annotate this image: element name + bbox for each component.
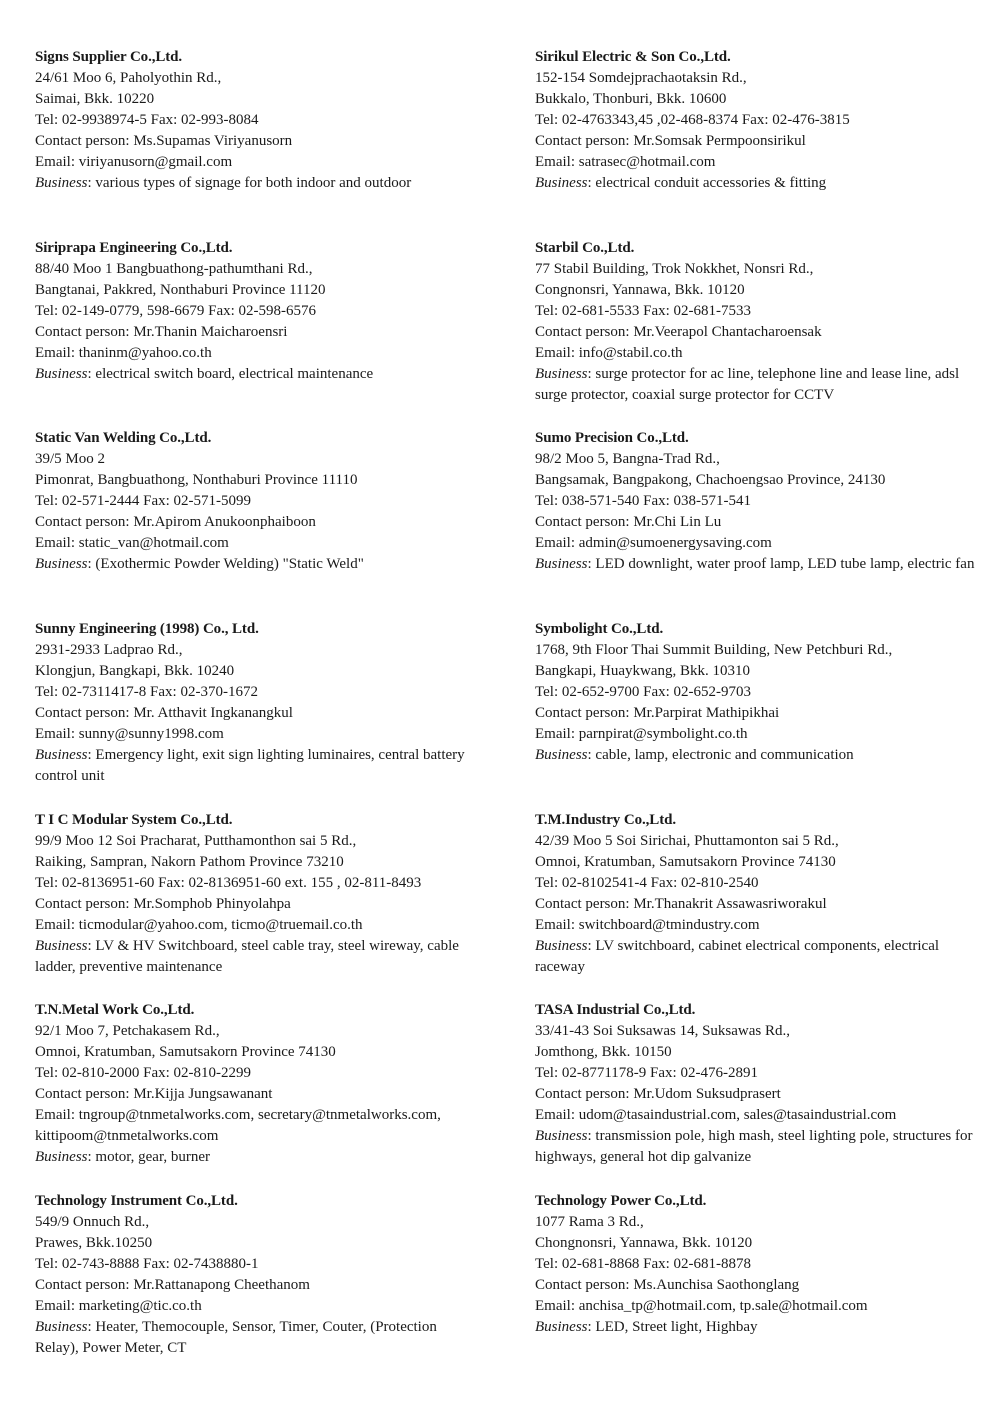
- contact-line: [535, 512, 975, 533]
- business-line: [35, 745, 480, 787]
- tel-label: Tel:: [35, 1065, 62, 1081]
- business-line: [535, 554, 975, 575]
- address-line-2: Congnonsri, Yannawa, Bkk. 10120: [535, 282, 745, 298]
- contact-label: Contact person:: [535, 1086, 634, 1102]
- company-entry: [35, 428, 480, 575]
- fax-label: Fax:: [639, 1256, 674, 1272]
- company-entry: [35, 619, 480, 787]
- tel-label: Tel:: [535, 875, 562, 891]
- address-line-1: 152-154 Somdejprachaotaksin Rd.,: [535, 70, 747, 86]
- company-name: Static Van Welding Co.,Ltd.: [35, 430, 212, 446]
- business-value: electrical switch board, electrical maintenance: [95, 366, 374, 382]
- contact-label: Contact person:: [35, 514, 134, 530]
- business-label: Business: [35, 366, 88, 382]
- contact-line: [35, 703, 480, 724]
- business-label: Business: [535, 938, 588, 954]
- phone-line: [35, 1254, 480, 1275]
- business-line: [35, 1147, 480, 1168]
- company-name: Signs Supplier Co.,Ltd.: [35, 49, 183, 65]
- company-entry: [535, 1191, 975, 1338]
- address-line-2: Raiking, Sampran, Nakorn Pathom Province 73210: [35, 854, 344, 870]
- company-name: Siriprapa Engineering Co.,Ltd.: [35, 240, 233, 256]
- email-line: [535, 915, 975, 936]
- email-value[interactable]: viriyanusorn@gmail.com: [78, 154, 233, 170]
- phone-line: [35, 491, 480, 512]
- phone-line: [535, 491, 975, 512]
- business-label: Business: [35, 1319, 88, 1335]
- business-value: surge protector for ac line, telephone line and lease line, adsl surge protector, coaxial surge protector for CCTV: [535, 366, 960, 403]
- fax-value: 02-598-6576: [238, 303, 317, 319]
- address-line-1: 77 Stabil Building, Trok Nokkhet, Nonsri Rd.,: [535, 261, 814, 277]
- tel-value: 02-9938974-5: [61, 112, 147, 128]
- business-separator: :: [87, 938, 96, 954]
- email-line: [35, 724, 480, 745]
- company-entry: [535, 47, 975, 194]
- email-label: Email:: [535, 917, 579, 933]
- phone-line: [535, 301, 975, 322]
- email-label: Email:: [535, 345, 579, 361]
- contact-label: Contact person:: [535, 896, 634, 912]
- tel-value: 02-7311417-8: [61, 684, 147, 700]
- tel-value: 02-810-2000: [61, 1065, 140, 1081]
- tel-value: 02-4763343,45 ,02-468-8374: [561, 112, 739, 128]
- business-label: Business: [535, 556, 588, 572]
- business-value: (Exothermic Powder Welding) "Static Weld": [95, 556, 364, 572]
- business-value: various types of signage for both indoor and outdoor: [95, 175, 412, 191]
- company-entry: [535, 1000, 975, 1168]
- business-label: Business: [535, 175, 588, 191]
- email-line: [535, 724, 975, 745]
- fax-value: 02-476-3815: [772, 112, 850, 128]
- business-value: LV switchboard, cabinet electrical components, electrical raceway: [535, 938, 940, 975]
- contact-line: [535, 1084, 975, 1105]
- email-value[interactable]: info@stabil.co.th: [578, 345, 683, 361]
- contact-label: Contact person:: [535, 705, 634, 721]
- business-value: LED, Street light, Highbay: [595, 1319, 758, 1335]
- business-line: [35, 1317, 480, 1359]
- tel-label: Tel:: [35, 303, 62, 319]
- address-line-2: Chongnonsri, Yannawa, Bkk. 10120: [535, 1235, 753, 1251]
- email-value[interactable]: marketing@tic.co.th: [78, 1298, 202, 1314]
- fax-value: 02-476-2891: [680, 1065, 758, 1081]
- company-name: T I C Modular System Co.,Ltd.: [35, 812, 233, 828]
- business-separator: :: [587, 1319, 596, 1335]
- fax-value: 02-810-2540: [681, 875, 759, 891]
- email-value[interactable]: admin@sumoenergysaving.com: [578, 535, 772, 551]
- tel-value: 02-8771178-9: [561, 1065, 647, 1081]
- fax-value: 038-571-541: [673, 493, 752, 509]
- business-label: Business: [35, 175, 88, 191]
- contact-line: [35, 1084, 480, 1105]
- fax-value: 02-571-5099: [173, 493, 252, 509]
- phone-line: [35, 301, 480, 322]
- tel-value: 02-681-8868: [561, 1256, 640, 1272]
- email-value[interactable]: tngroup@tnmetalworks.com, secretary@tnmetalworks.com, kittipoom@tnmetalworks.com: [35, 1107, 441, 1144]
- fax-label: Fax:: [639, 493, 674, 509]
- tel-label: Tel:: [35, 493, 62, 509]
- company-entry: [35, 1000, 480, 1168]
- tel-label: Tel:: [535, 112, 562, 128]
- phone-line: [535, 1063, 975, 1084]
- company-name: TASA Industrial Co.,Ltd.: [535, 1002, 696, 1018]
- contact-label: Contact person:: [35, 1277, 134, 1293]
- business-line: [535, 936, 975, 978]
- email-line: [35, 915, 480, 936]
- fax-value: 02-681-7533: [673, 303, 752, 319]
- business-line: [535, 1126, 975, 1168]
- business-separator: :: [587, 938, 596, 954]
- address-line-1: 98/2 Moo 5, Bangna-Trad Rd.,: [535, 451, 720, 467]
- company-name: Sumo Precision Co.,Ltd.: [535, 430, 689, 446]
- contact-value: Mr.Chi Lin Lu: [633, 514, 722, 530]
- company-entry: [35, 810, 480, 978]
- business-separator: :: [587, 366, 596, 382]
- business-line: [35, 936, 480, 978]
- business-line: [535, 364, 975, 406]
- address-line-2: Bangkapi, Huaykwang, Bkk. 10310: [535, 663, 750, 679]
- company-entry: [35, 47, 480, 194]
- contact-label: Contact person:: [535, 1277, 634, 1293]
- tel-value: 02-743-8888: [61, 1256, 140, 1272]
- email-label: Email:: [535, 1298, 579, 1314]
- business-label: Business: [35, 938, 88, 954]
- contact-value: Mr.Apirom Anukoonphaiboon: [133, 514, 316, 530]
- tel-value: 02-8136951-60: [61, 875, 155, 891]
- fax-label: Fax:: [139, 1065, 174, 1081]
- contact-line: [535, 1275, 975, 1296]
- contact-value: Mr.Somsak Permpoonsirikul: [633, 133, 806, 149]
- address-line-1: 88/40 Moo 1 Bangbuathong-pathumthani Rd.,: [35, 261, 313, 277]
- tel-value: 02-652-9700: [561, 684, 640, 700]
- fax-label: Fax:: [146, 112, 182, 128]
- email-value[interactable]: anchisa_tp@hotmail.com, tp.sale@hotmail.com: [578, 1298, 868, 1314]
- email-value[interactable]: thaninm@yahoo.co.th: [78, 345, 212, 361]
- company-name: T.N.Metal Work Co.,Ltd.: [35, 1002, 195, 1018]
- company-name: Sunny Engineering (1998) Co., Ltd.: [35, 621, 259, 637]
- address-line-1: 1077 Rama 3 Rd.,: [535, 1214, 644, 1230]
- business-line: [535, 745, 975, 766]
- company-entry: [535, 619, 975, 766]
- contact-label: Contact person:: [535, 514, 634, 530]
- business-value: electrical conduit accessories & fitting: [595, 175, 827, 191]
- address-line-1: 2931-2933 Ladprao Rd.,: [35, 642, 183, 658]
- contact-value: Mr.Parpirat Mathipikhai: [633, 705, 780, 721]
- tel-label: Tel:: [535, 1065, 562, 1081]
- business-separator: :: [587, 1128, 596, 1144]
- email-line: [535, 1296, 975, 1317]
- business-label: Business: [35, 747, 88, 763]
- phone-line: [35, 1063, 480, 1084]
- address-line-2: Saimai, Bkk. 10220: [35, 91, 155, 107]
- fax-label: Fax:: [154, 875, 189, 891]
- contact-line: [535, 703, 975, 724]
- email-label: Email:: [35, 917, 79, 933]
- email-line: [535, 343, 975, 364]
- contact-value: Mr.Kijja Jungsawanant: [133, 1086, 273, 1102]
- contact-line: [35, 322, 480, 343]
- tel-label: Tel:: [35, 1256, 62, 1272]
- business-value: Heater, Themocouple, Sensor, Timer, Couter, (Protection Relay), Power Meter, CT: [35, 1319, 437, 1356]
- business-separator: :: [587, 556, 596, 572]
- email-label: Email:: [535, 1107, 579, 1123]
- email-value[interactable]: static_van@hotmail.com: [78, 535, 229, 551]
- fax-value: 02-7438880-1: [173, 1256, 259, 1272]
- address-line-1: 39/5 Moo 2: [35, 451, 106, 467]
- address-line-2: Klongjun, Bangkapi, Bkk. 10240: [35, 663, 235, 679]
- business-line: [535, 173, 975, 194]
- phone-line: [35, 682, 480, 703]
- email-line: [35, 152, 480, 173]
- business-separator: :: [87, 366, 96, 382]
- tel-value: 02-681-5533: [561, 303, 640, 319]
- email-value[interactable]: ticmodular@yahoo.com, ticmo@truemail.co.th: [78, 917, 363, 933]
- fax-label: Fax:: [738, 112, 773, 128]
- business-separator: :: [87, 747, 96, 763]
- address-line-2: Omnoi, Kratumban, Samutsakorn Province 74130: [535, 854, 836, 870]
- fax-label: Fax:: [646, 875, 682, 891]
- email-line: [535, 152, 975, 173]
- fax-label: Fax:: [204, 303, 239, 319]
- contact-label: Contact person:: [35, 705, 134, 721]
- address-line-1: 33/41-43 Soi Suksawas 14, Suksawas Rd.,: [535, 1023, 791, 1039]
- fax-value: 02-8136951-60 ext. 155 , 02-811-8493: [188, 875, 422, 891]
- contact-line: [35, 512, 480, 533]
- address-line-2: Bangtanai, Pakkred, Nonthaburi Province 11120: [35, 282, 326, 298]
- address-line-1: 24/61 Moo 6, Paholyothin Rd.,: [35, 70, 222, 86]
- tel-label: Tel:: [35, 875, 62, 891]
- contact-value: Ms.Aunchisa Saothonglang: [633, 1277, 800, 1293]
- address-line-1: 99/9 Moo 12 Soi Pracharat, Putthamonthon sai 5 Rd.,: [35, 833, 357, 849]
- company-entry: [535, 428, 975, 575]
- tel-label: Tel:: [535, 1256, 562, 1272]
- address-line-2: Prawes, Bkk.10250: [35, 1235, 153, 1251]
- business-label: Business: [35, 556, 88, 572]
- contact-line: [35, 894, 480, 915]
- address-line-2: Omnoi, Kratumban, Samutsakorn Province 74130: [35, 1044, 336, 1060]
- email-value[interactable]: satrasec@hotmail.com: [578, 154, 716, 170]
- tel-label: Tel:: [535, 684, 562, 700]
- email-value[interactable]: udom@tasaindustrial.com, sales@tasaindustrial.com: [578, 1107, 897, 1123]
- fax-label: Fax:: [639, 684, 674, 700]
- company-name: Symbolight Co.,Ltd.: [535, 621, 664, 637]
- business-separator: :: [87, 1319, 96, 1335]
- email-label: Email:: [35, 1107, 79, 1123]
- tel-label: Tel:: [35, 684, 62, 700]
- company-entry: [535, 238, 975, 406]
- contact-label: Contact person:: [35, 896, 134, 912]
- email-value[interactable]: sunny@sunny1998.com: [78, 726, 224, 742]
- email-label: Email:: [35, 154, 79, 170]
- address-line-2: Pimonrat, Bangbuathong, Nonthaburi Province 11110: [35, 472, 358, 488]
- address-line-2: Bangsamak, Bangpakong, Chachoengsao Province, 24130: [535, 472, 886, 488]
- tel-value: 02-8102541-4: [561, 875, 647, 891]
- address-line-1: 549/9 Onnuch Rd.,: [35, 1214, 150, 1230]
- email-line: [35, 533, 480, 554]
- business-label: Business: [35, 1149, 88, 1165]
- phone-line: [535, 110, 975, 131]
- business-line: [35, 364, 480, 385]
- address-line-2: Jomthong, Bkk. 10150: [535, 1044, 672, 1060]
- email-label: Email:: [35, 345, 79, 361]
- business-label: Business: [535, 1319, 588, 1335]
- contact-value: Ms.Supamas Viriyanusorn: [133, 133, 293, 149]
- business-value: LV & HV Switchboard, steel cable tray, steel wireway, cable ladder, preventive maintenance: [35, 938, 459, 975]
- email-label: Email:: [35, 726, 79, 742]
- contact-value: Mr.Udom Suksudprasert: [633, 1086, 781, 1102]
- business-line: [35, 173, 480, 194]
- fax-label: Fax:: [639, 303, 674, 319]
- address-line-1: 92/1 Moo 7, Petchakasem Rd.,: [35, 1023, 220, 1039]
- fax-value: 02-370-1672: [180, 684, 258, 700]
- email-label: Email:: [535, 535, 579, 551]
- fax-label: Fax:: [146, 684, 181, 700]
- contact-line: [535, 322, 975, 343]
- email-value[interactable]: switchboard@tmindustry.com: [578, 917, 760, 933]
- company-name: Technology Instrument Co.,Ltd.: [35, 1193, 238, 1209]
- business-label: Business: [535, 1128, 588, 1144]
- business-value: LED downlight, water proof lamp, LED tube lamp, electric fan: [595, 556, 975, 572]
- tel-value: 02-149-0779, 598-6679: [61, 303, 205, 319]
- business-label: Business: [535, 366, 588, 382]
- contact-value: Mr.Thanakrit Assawasriworakul: [633, 896, 827, 912]
- business-separator: :: [587, 747, 596, 763]
- email-label: Email:: [35, 1298, 79, 1314]
- tel-label: Tel:: [535, 303, 562, 319]
- fax-value: 02-993-8084: [181, 112, 259, 128]
- address-line-2: Bukkalo, Thonburi, Bkk. 10600: [535, 91, 727, 107]
- contact-line: [35, 131, 480, 152]
- business-value: cable, lamp, electronic and communication: [595, 747, 854, 763]
- fax-label: Fax:: [646, 1065, 681, 1081]
- contact-line: [35, 1275, 480, 1296]
- contact-line: [535, 894, 975, 915]
- tel-value: 02-571-2444: [61, 493, 140, 509]
- business-separator: :: [87, 556, 96, 572]
- fax-value: 02-681-8878: [673, 1256, 752, 1272]
- email-label: Email:: [35, 535, 79, 551]
- tel-label: Tel:: [35, 112, 62, 128]
- email-label: Email:: [535, 726, 579, 742]
- business-value: motor, gear, burner: [95, 1149, 211, 1165]
- company-entry: [35, 1191, 480, 1359]
- tel-label: Tel:: [535, 493, 562, 509]
- company-name: Starbil Co.,Ltd.: [535, 240, 635, 256]
- phone-line: [535, 873, 975, 894]
- address-line-1: 1768, 9th Floor Thai Summit Building, New Petchburi Rd.,: [535, 642, 893, 658]
- business-separator: :: [587, 175, 596, 191]
- business-separator: :: [87, 1149, 96, 1165]
- tel-value: 038-571-540: [561, 493, 640, 509]
- contact-value: Mr.Somphob Phinyolahpa: [133, 896, 291, 912]
- company-entry: [535, 810, 975, 978]
- email-line: [35, 1296, 480, 1317]
- business-value: transmission pole, high mash, steel lighting pole, structures for highways, general hot dip galvanize: [535, 1128, 973, 1165]
- business-line: [535, 1317, 975, 1338]
- address-line-1: 42/39 Moo 5 Soi Sirichai, Phuttamonton sai 5 Rd.,: [535, 833, 839, 849]
- company-entry: [35, 238, 480, 385]
- company-name: Sirikul Electric & Son Co.,Ltd.: [535, 49, 731, 65]
- email-line: [35, 1105, 480, 1147]
- email-line: [35, 343, 480, 364]
- contact-label: Contact person:: [535, 133, 634, 149]
- contact-value: Mr. Atthavit Ingkanangkul: [133, 705, 293, 721]
- fax-label: Fax:: [139, 493, 174, 509]
- contact-label: Contact person:: [35, 133, 134, 149]
- contact-value: Mr.Veerapol Chantacharoensak: [633, 324, 822, 340]
- phone-line: [535, 682, 975, 703]
- contact-value: Mr.Rattanapong Cheethanom: [133, 1277, 310, 1293]
- email-line: [535, 533, 975, 554]
- phone-line: [535, 1254, 975, 1275]
- phone-line: [35, 873, 480, 894]
- contact-value: Mr.Thanin Maicharoensri: [133, 324, 288, 340]
- contact-label: Contact person:: [535, 324, 634, 340]
- email-value[interactable]: parnpirat@symbolight.co.th: [578, 726, 748, 742]
- business-value: Emergency light, exit sign lighting luminaires, central battery control unit: [35, 747, 465, 784]
- business-separator: :: [87, 175, 96, 191]
- fax-value: 02-652-9703: [673, 684, 752, 700]
- business-line: [35, 554, 480, 575]
- fax-label: Fax:: [139, 1256, 174, 1272]
- email-line: [535, 1105, 975, 1126]
- email-label: Email:: [535, 154, 579, 170]
- company-name: T.M.Industry Co.,Ltd.: [535, 812, 676, 828]
- fax-value: 02-810-2299: [173, 1065, 252, 1081]
- contact-label: Contact person:: [35, 324, 134, 340]
- contact-line: [535, 131, 975, 152]
- company-name: Technology Power Co.,Ltd.: [535, 1193, 707, 1209]
- contact-label: Contact person:: [35, 1086, 134, 1102]
- phone-line: [35, 110, 480, 131]
- business-label: Business: [535, 747, 588, 763]
